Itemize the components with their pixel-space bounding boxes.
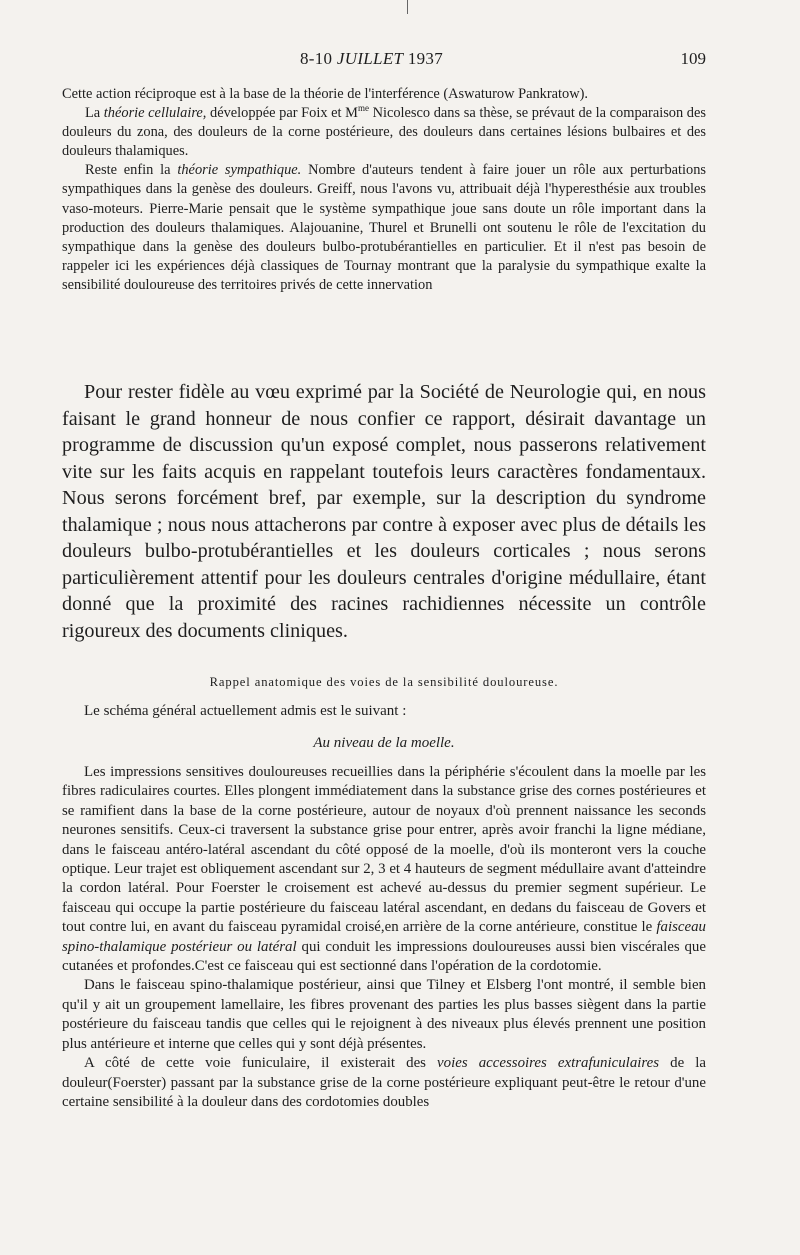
paragraph-accessory-pathways: A côté de cette voie funiculaire, il existerait des voies accessoires extrafuniculaires de la douleur(Foerster) passant par la substance grise de la corne postérieure expliquant peut-être le retour d'une certaine sensibilité à la douleur dans des cordotomies doubles <box>62 1055 706 1110</box>
section-intro: Le schéma général actuellement admis est le suivant : <box>84 703 407 719</box>
theories-block <box>62 85 706 295</box>
running-title: 8-10 JUILLET 1937 <box>300 49 444 68</box>
paragraph-cellular-theory: La théorie cellulaire, développée par Foix et $M^{me}$ Nicolesco dans sa thèse, se prévaut de la comparaison des douleurs du zona, des douleurs de la corne postérieure, des douleurs dans certaines lésions bulbaires et des douleurs thalamiques. <box>62 103 706 160</box>
paragraph-interference: Cette action réciproque est à la base de la théorie de l'interférence (Aswaturow Pankratow). <box>62 86 589 102</box>
scan-mark <box>407 0 408 14</box>
paragraph-lamellar-grouping: Dans le faisceau spino-thalamique postérieur, ainsi que Tilney et Elsberg l'ont montré, il semble bien qu'il y ait un groupement lamellaire, les fibres provenant des parties les plus basses siègent dans la partie postérieure du faisceau tandis que celles qui le rejoignent à des niveaux plus élevés prennent une position plus antérieure et interne que celles qui y sont déjà présentes. <box>62 977 706 1052</box>
page-number: 109 <box>680 49 706 68</box>
subsection-heading: Au niveau de la moelle. <box>313 735 455 751</box>
paragraph-sympathetic-theory: Reste enfin la théorie sympathique. Nombre d'auteurs tendent à faire jouer un rôle aux perturbations sympathiques dans la genèse des douleurs. Greiff, nous l'avons vu, attribuait déjà l'hyperesthésie aux troubles vaso-moteurs. Pierre-Marie pensait que le système sympathique joue sans doute un rôle important dans la production des douleurs thalamiques. Alajouanine, Thurel et Brunelli ont soutenu le rôle de l'excitation du sympathique dans la genèse des douleurs bulbo-protubérantielles en particulier. Et il n'est pas besoin de rappeler ici les expériences déjà classiques de Tournay montrant que la paralysie du sympathique exalte la sensibilité douloureuse des territoires privés de cette innervation <box>62 162 707 293</box>
section-heading: Rappel anatomique des voies de la sensibilité douloureuse. <box>209 675 559 689</box>
running-head <box>0 49 800 73</box>
paragraph-report-intent: Pour rester fidèle au vœu exprimé par la Société de Neurologie qui, en nous faisant le grand honneur de nous confier ce rapport, désirait davantage un programme de discussion qu'un exposé complet, nous passerons relativement vite sur les faits acquis en rappelant toutefois leurs caractères fondamentaux. Nous serons forcément bref, par exemple, sur la description du syndrome thalamique ; nous nous attacherons par contre à exposer avec plus de détails les douleurs bulbo-protubérantielles et les douleurs corticales ; nous serons particulièrement attentif pour les douleurs centrales d'origine médullaire, étant donné que la proximité des racines rachidiennes nécessite un contrôle rigoureux des documents cliniques. <box>62 381 706 642</box>
paragraph-pain-pathway: Les impressions sensitives douloureuses recueillies dans la périphérie s'écoulent dans la moelle par les fibres radiculaires courtes. Elles plongent immédiatement dans la substance grise des cornes postérieures et se ramifient dans la base de la corne postérieure, autour de noyaux d'où prennent naissance les seconds neurones sensitifs. Ceux-ci traversent la substance grise pour entrer, après avoir franchi la ligne médiane, dans le faisceau antéro-latéral ascendant du côté opposé de la moelle, d'où ils monteront vers la couche optique. Leur trajet est obliquement ascendant sur 2, 3 et 4 hauteurs de segment médullaire avant d'atteindre la cordon latéral. Pour Foerster le croisement est achevé au-dessus du premier segment supérieur. Le faisceau qui occupe la partie postérieure du faisceau latéral ascendant, en dedans du faisceau de Govers et tout contre lui, en avant du faisceau pyramidal croisé,en arrière de la corne antérieure, constitue le faisceau spino-thalamique postérieur ou latéral qui conduit les impressions douloureuses aussi bien viscérales que cutanées et profondes.C'est ce faisceau qui est sectionné dans l'opération de la cordotomie. <box>62 764 706 975</box>
anatomy-block <box>62 763 706 1112</box>
